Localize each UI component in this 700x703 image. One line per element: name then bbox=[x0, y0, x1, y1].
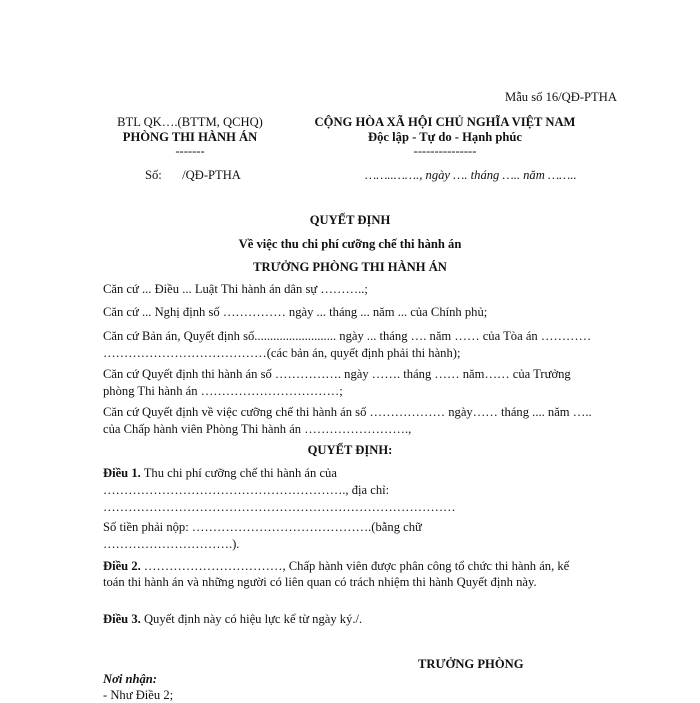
article-1 bbox=[103, 466, 337, 481]
decision-title: QUYẾT ĐỊNH bbox=[309, 213, 391, 227]
basis-3: Căn cứ Bản án, Quyết định số.......................... ngày ... tháng …. năm …… của Tòa án ………… …………………………………(các bản án, quyết định phải thi hành); bbox=[103, 329, 592, 360]
form-code: Mẫu số 16/QĐ-PTHA bbox=[505, 90, 617, 104]
right-header bbox=[300, 115, 590, 159]
article-1-line-2: …………………………………………………., địa chỉ: bbox=[103, 483, 390, 497]
article-1-label: Điều 1. bbox=[103, 466, 141, 480]
article-2 bbox=[103, 558, 593, 590]
article-1-amount-words: ………………………….). bbox=[103, 537, 240, 551]
signature-title: TRƯỞNG PHÒNG bbox=[418, 657, 524, 671]
national-motto: Độc lập - Tự do - Hạnh phúc bbox=[368, 130, 522, 145]
article-1-amount: Số tiền phải nộp: …………………………………….(bằng chữ bbox=[103, 520, 422, 534]
left-header bbox=[100, 115, 280, 159]
basis-1: Căn cứ ... Điều ... Luật Thi hành án dân sự ………..; bbox=[103, 282, 368, 296]
date-line: ……..……., ngày …. tháng ….. năm …….. bbox=[365, 168, 577, 182]
issuing-authority: TRƯỞNG PHÒNG THI HÀNH ÁN bbox=[253, 260, 447, 274]
basis-2: Căn cứ ... Nghị định số …………… ngày ... tháng ... năm ... của Chính phủ; bbox=[103, 305, 488, 319]
article-1-line-3: ………………………………………………………………………… bbox=[103, 500, 456, 514]
decision-subject: Về việc thu chi phí cưỡng chế thi hành án bbox=[238, 237, 462, 251]
right-header-separator: --------------- bbox=[413, 144, 477, 159]
article-2-label: Điều 2. bbox=[103, 559, 141, 573]
article-3-text: Quyết định này có hiệu lực kể từ ngày ký./. bbox=[143, 612, 363, 626]
left-header-separator: ------- bbox=[175, 144, 205, 159]
article-1-text: Thu chi phí cưỡng chế thi hành án của bbox=[143, 466, 337, 480]
basis-4: Căn cứ Quyết định thi hành án số ……………. ngày ……. tháng …… năm…… của Trưởng phòng Thi hành án ……………………………; bbox=[103, 367, 571, 398]
department-name: PHÒNG THI HÀNH ÁN bbox=[122, 130, 258, 145]
recipient-1: - Như Điều 2; bbox=[103, 688, 174, 702]
number-label: Số: bbox=[145, 168, 162, 182]
article-3-label: Điều 3. bbox=[103, 612, 141, 626]
recipients-heading: Nơi nhận: bbox=[103, 672, 158, 686]
country-name: CỘNG HÒA XÃ HỘI CHỦ NGHĨA VIỆT NAM bbox=[314, 115, 576, 129]
article-3 bbox=[103, 612, 362, 627]
decision-heading: QUYẾT ĐỊNH: bbox=[307, 443, 393, 457]
basis-5: Căn cứ Quyết định về việc cưỡng chế thi hành án số ……………… ngày…… tháng .... năm ….. của Chấp hành viên Phòng Thi hành án ……………………., bbox=[103, 405, 592, 436]
document-number bbox=[145, 168, 241, 183]
issuing-agency: BTL QK….(BTTM, QCHQ) bbox=[117, 115, 263, 129]
number-value: /QĐ-PTHA bbox=[182, 168, 241, 182]
article-2-text: ……………………………, Chấp hành viên được phân công tổ chức thi hành án, kế toán thi hành án và những người có liên quan có trách nhiệm thi hành Quyết định này. bbox=[103, 559, 570, 589]
